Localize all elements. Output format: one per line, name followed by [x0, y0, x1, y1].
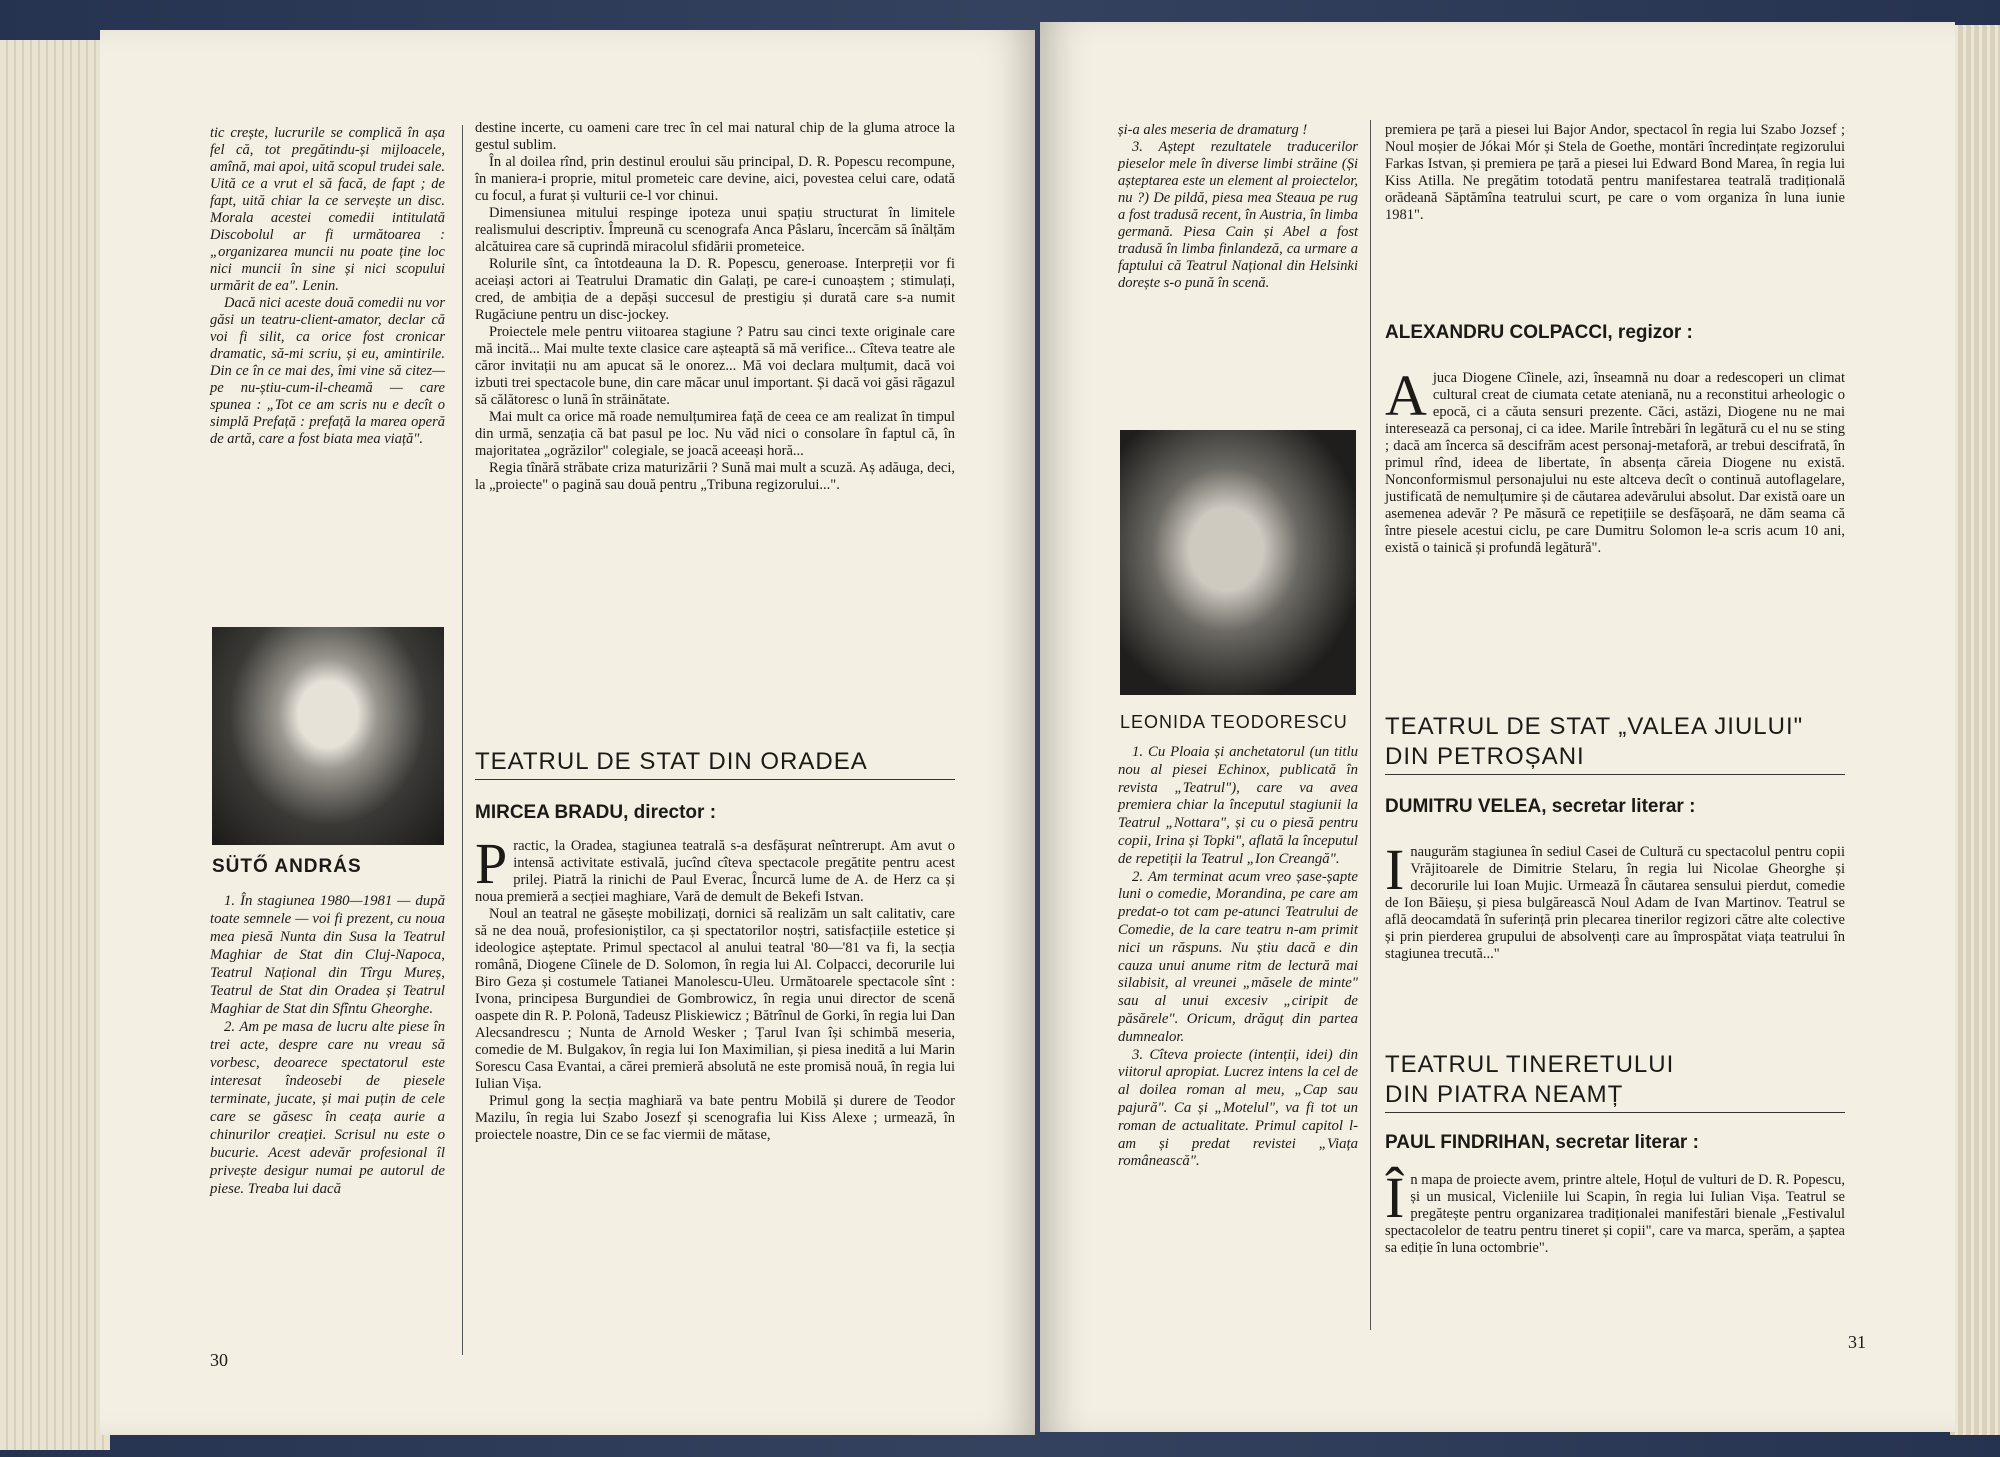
role-heading-bradu: MIRCEA BRADU, director : — [475, 802, 717, 823]
page-stack-left — [0, 40, 110, 1450]
column-divider — [462, 125, 463, 1355]
portrait-photo-suto — [212, 627, 444, 845]
drop-cap: A — [1385, 363, 1427, 428]
left-col-1-top — [210, 125, 445, 448]
paragraph: Regia tînără străbate criza maturizării ? Sună mai mult a scuză. Aș adăuga, deci, la „proiecte" o pagină sau două pentru „Tribuna regizorului...". — [475, 460, 955, 493]
column-divider — [1370, 120, 1371, 1330]
left-col-2-bottom — [475, 831, 955, 1144]
section-title-line2: DIN PIATRA NEAMȚ — [1385, 1081, 1624, 1108]
drop-cap: P — [475, 831, 508, 896]
paragraph: Primul gong la secția maghiară va bate pentru Mobilă și durere de Teodor Mazilu, în regia lui Szabo Josezf și scenografia lui Kiss Alexe ; urmează, în proiectele noastre, Din ce se fac viermii de mătase, — [475, 1093, 955, 1143]
paragraph: Dacă nici aceste două comedii nu vor găsi un teatru-client-amator, declar că voi fi silit, ca orice fost cronicar dramatic, să-mi scriu, și eu, amintirile. Din ce în ce mai des, îmi vine să citez—pe nu-știu-cum-il-cheamă — care spunea : „Tot ce am scris nu e decît o simplă Prefață : prefață la marea operă de artă, care a fost biata mea viață". — [210, 295, 445, 447]
left-page — [100, 30, 1035, 1435]
paragraph: 2. Am pe masa de lucru alte piese în trei acte, despre care nu vreau să vorbesc, deoarece spectatorul este interesat îndeosebi de piesele terminate, jucate, și mai puțin de cele care se găsesc în ceața aurie a chinurilor creației. Scrisul nu este o bucurie. Acest adevăr profesional îl privește desigur numai pe autorul de piese. Treaba lui dacă — [210, 1019, 445, 1197]
colpacci-text — [1385, 363, 1845, 557]
role-heading-findrihan: PAUL FINDRIHAN, secretar literar : — [1385, 1132, 1699, 1153]
section-rule — [475, 779, 955, 780]
paragraph-text: ractic, la Oradea, stagiunea teatrală s-a desfășurat neîntrerupt. Am avut o intensă activitate estivală, jucînd cîteva spectacole pregătite pentru acest prilej. Piatră la rinichi de Paul Everac, Încurcă lume de A. de Herz ca și noua premieră a secției maghiare, Vară de demult de Bekefi Istvan. — [475, 838, 955, 905]
section-rule — [1385, 1112, 1845, 1113]
section-heading-oradea — [475, 747, 955, 780]
right-col-2-top — [1385, 122, 1845, 224]
section-heading-piatra — [1385, 1050, 1845, 1113]
page-stack-right — [1950, 25, 2000, 1435]
paragraph — [1385, 1165, 1845, 1257]
paragraph: destine incerte, cu oameni care trec în cel mai natural chip de la gluma atroce la gestul sublim. — [475, 120, 955, 153]
paragraph: Proiectele mele pentru viitoarea stagiune ? Patru sau cinci texte originale care mă incită... Mai multe texte clasice care așteaptă să mă verifice... Cîteva teatre ale căror invitații nu am apucat să le onorez... Mă voi declara mulțumit, dacă voi izbuti trei spectacole bune, din care măcar unul important. Și dacă voi găsi răgazul să călătoresc o lună în străinătate. — [475, 324, 955, 408]
left-col-1-bottom — [210, 892, 445, 1198]
paragraph: 2. Am terminat acum vreo șase-șapte luni o comedie, Morandina, pe care am predat-o tot cam pe-atunci Teatrului de Comedie, de la care teatru n-am primit nici un răspuns. Nu știu dacă e din cauza unui anume ritm de lectură mai silabisit, al vreunei „măsele de minte" sau al unui excesiv „ciripit de păsărele". Oricum, drăguț din partea dumnealor. — [1118, 868, 1358, 1045]
paragraph: 3. Aștept rezultatele traducerilor pieselor mele în diverse limbi străine (Și așteptarea este un element al proiectelor, nu ?) De pildă, piesa mea Steaua pe rug a fost tradusă recent, în Austria, în limba germană. Piesa Cain și Abel a fost tradusă în limba finlandeză, ca urmare a faptului că Teatrul Național din Helsinki dorește s-o pună în scenă. — [1118, 139, 1358, 291]
role-heading-colpacci: ALEXANDRU COLPACCI, regizor : — [1385, 322, 1693, 343]
section-title: TEATRUL DE STAT DIN ORADEA — [475, 748, 868, 775]
section-rule — [1385, 774, 1845, 775]
drop-cap: I — [1385, 837, 1405, 902]
paragraph-text: juca Diogene Cîinele, azi, înseamnă nu doar a redescoperi un climat cultural creat de ciumata cetate ateniană, nu a reconstitui arheologic o epocă, ci a căuta sensuri prezente. Căci, astăzi, Diogene nu ne mai interesează ca personaj, ci ca idee. Marile întrebări în legătură cu el nu se sting ; dacă am încerca să descifrăm acest personaj-metaforă, ar trebui descifrată, în primul rînd, ideea de libertate, în absența căreia Diogene nu există. Nonconformismul personajului nu este altceva decît o continuă autoflagelare, justificată de nemulțumire și de căutarea adevărului absolut. Dar există oare un asemenea adevăr ? Pe măsură ce repetițiile se desfășoară, ne dăm seama că între piesele acestui ciclu, pe care Dumitru Solomon le-a scris acum 10 ani, există o tainică și profundă legătură". — [1385, 370, 1845, 556]
paragraph: Dimensiunea mitului respinge ipoteza unui spațiu structurat în limitele realismului descriptiv. Împreună cu scenografa Anca Pâslaru, încercăm să înălțăm alcătuirea care să cuprindă miracolul sfidării prometeice. — [475, 205, 955, 255]
right-col-1-top — [1118, 122, 1358, 292]
page-number: 31 — [1848, 1332, 1866, 1352]
paragraph — [475, 831, 955, 906]
photo-caption: LEONIDA TEODORESCU — [1120, 712, 1348, 732]
findrihan-text — [1385, 1165, 1845, 1257]
paragraph: tic crește, lucrurile se complică în așa fel că, tot pregătindu-și mijloacele, amînă, mai apoi, uită scopul trudei sale. Uită ce a vrut el să facă, de fapt ; de fapt, uită chiar la ce servește un disc. Morala acestei comedii intitulată Discobolul ar fi următoarea : „organizarea muncii nu poate ține loc nici muncii în sine și nici scopului urmărit de ea". Lenin. — [210, 125, 445, 294]
left-col-2-top — [475, 120, 955, 494]
drop-cap: Î — [1385, 1165, 1405, 1230]
paragraph — [1385, 363, 1845, 557]
paragraph — [1385, 837, 1845, 963]
role-heading-velea: DUMITRU VELEA, secretar literar : — [1385, 796, 1696, 817]
section-title-line2: DIN PETROȘANI — [1385, 743, 1585, 770]
paragraph-text: n mapa de proiecte avem, printre altele, Hoțul de vulturi de D. R. Popescu, și un musical, Vicleniile lui Scapin, în regia lui Iulian Vișa. Teatrul se pregătește pentru organizarea tradiționalei manifestări bienale „Festivalul spectacolelor de teatru pentru tineret și copii", care va marca, sperăm, a șaptea sa ediție în luna octombrie". — [1385, 1172, 1845, 1256]
paragraph: Rolurile sînt, ca întotdeauna la D. R. Popescu, generoase. Interpreții vor fi aceiași actori ai Teatrului Dramatic din Galați, pe care-i cunoaștem ; stimulați, cred, de ambiția de a depăși succesul de prestigiu și durată care s-a numit Rugăciune pentru un disc-jockey. — [475, 256, 955, 323]
right-col-1-bottom — [1118, 744, 1358, 1171]
paragraph: Mai mult ca orice mă roade nemulțumirea față de ceea ce am realizat în timpul din urmă, senzația că bat pasul pe loc. Nu văd nici o consolare în faptul că, în majoritatea „ogrăzilor" colegiale, se joacă aceeași horă... — [475, 409, 955, 459]
paragraph: Noul an teatral ne găsește mobilizați, dornici să realizăm un salt calitativ, care să ne dea nouă, profesioniștilor, ca și spectatorilor noștri, satisfacțiile estetice și ideologice așteptate. Primul spectacol al anului teatral '80—'81 va fi, la secția română, Diogene Cîinele de D. Solomon, în regia lui Al. Colpacci, decorurile lui Biro Geza și costumele Tatianei Manolescu-Uleu. Următoarele spectacole sînt : Ivona, principesa Burgundiei de Gombrowicz, în regia unui director de scenă oaspete din R. P. Polonă, Tadeusz Pliskiewicz ; Bătrînul de Gorki, în regia lui Dan Alecsandrescu ; Nunta de Arnold Wesker ; Țarul Ivan își schimbă meseria, comedie de M. Bulgakov, în regia lui Ion Maximilian, și piesa inedită a lui Marin Sorescu Casa Evantai, a cărei premieră absolută ne este promisă nouă, în regia lui Iulian Vișa. — [475, 906, 955, 1092]
right-page — [1040, 22, 1955, 1432]
paragraph: În al doilea rînd, prin destinul eroului său principal, D. R. Popescu recompune, în maniera-i proprie, mitul prometeic care devine, aici, povestea celui care, odată cu focul, a furat și vulturii ce-l vor chinui. — [475, 154, 955, 204]
paragraph: și-a ales meseria de dramaturg ! — [1118, 122, 1308, 138]
portrait-photo-teodorescu — [1120, 430, 1356, 695]
paragraph: 1. În stagiunea 1980—1981 — după toate semnele — voi fi prezent, cu noua mea piesă Nunta din Susa la Teatrul Maghiar de Stat din Cluj-Napoca, Teatrul Național din Tîrgu Mureș, Teatrul de Stat din Oradea și Teatrul Maghiar de Stat din Sfîntu Gheorghe. — [210, 893, 445, 1017]
paragraph: 1. Cu Ploaia și anchetatorul (un titlu nou al piesei Echinox, publicată în revista „Teatrul"), care va avea premiera chiar la începutul stagiunii la Teatrul „Nottara", și cu o piesă pentru copii, Irina și Topki", aflată la începutul de repetiții la Teatrul „Ion Creangă". — [1118, 744, 1358, 867]
section-title-line1: TEATRUL DE STAT „VALEA JIULUI" — [1385, 713, 1804, 740]
paragraph: 3. Cîteva proiecte (intenții, idei) din viitorul apropiat. Lucrez intens la cel de al doilea roman al meu, „Cap sau pajură". Ca și „Motelul", va fi tot un roman de actualitate. Primul capitol l-am și predat revistei „Viața românească". — [1118, 1046, 1358, 1170]
page-number: 30 — [210, 1350, 228, 1370]
velea-text — [1385, 837, 1845, 963]
paragraph: premiera pe țară a piesei lui Bajor Andor, spectacol în regia lui Szabo Jozsef ; Noul moșier de Jókai Mór și Stela de Goethe, montări încredințate regizorului Farkas Istvan, și premiera pe țară a piesei lui Edward Bond Marea, în regia lui Kiss Atilla. Ne pregătim totodată pentru manifestarea teatrală tradițională orădeană Săptămîna teatrului scurt, pe care o vom organiza în luna iunie 1981". — [1385, 122, 1845, 223]
section-heading-petrosani — [1385, 712, 1845, 775]
paragraph-text: naugurăm stagiunea în sediul Casei de Cultură cu spectacolul pentru copii Vrăjitoarele de Dimitrie Stelaru, în regia lui Nicolae Gheorghe și decorurile lui Ioan Mujic. Urmează În căutarea sensului pierdut, comedie de Ion Băieșu, și piesa bulgărească Noul Adam de Ivan Martinov. Teatrul se află deocamdată în suferință prin plecarea tinerilor regizori către alte colective și prin pierderea grupului de absolvenți care au împrospătat viața teatrului în stagiunea trecută..." — [1385, 844, 1845, 962]
section-title-line1: TEATRUL TINERETULUI — [1385, 1051, 1675, 1078]
photo-caption: SÜTŐ ANDRÁS — [212, 856, 362, 877]
